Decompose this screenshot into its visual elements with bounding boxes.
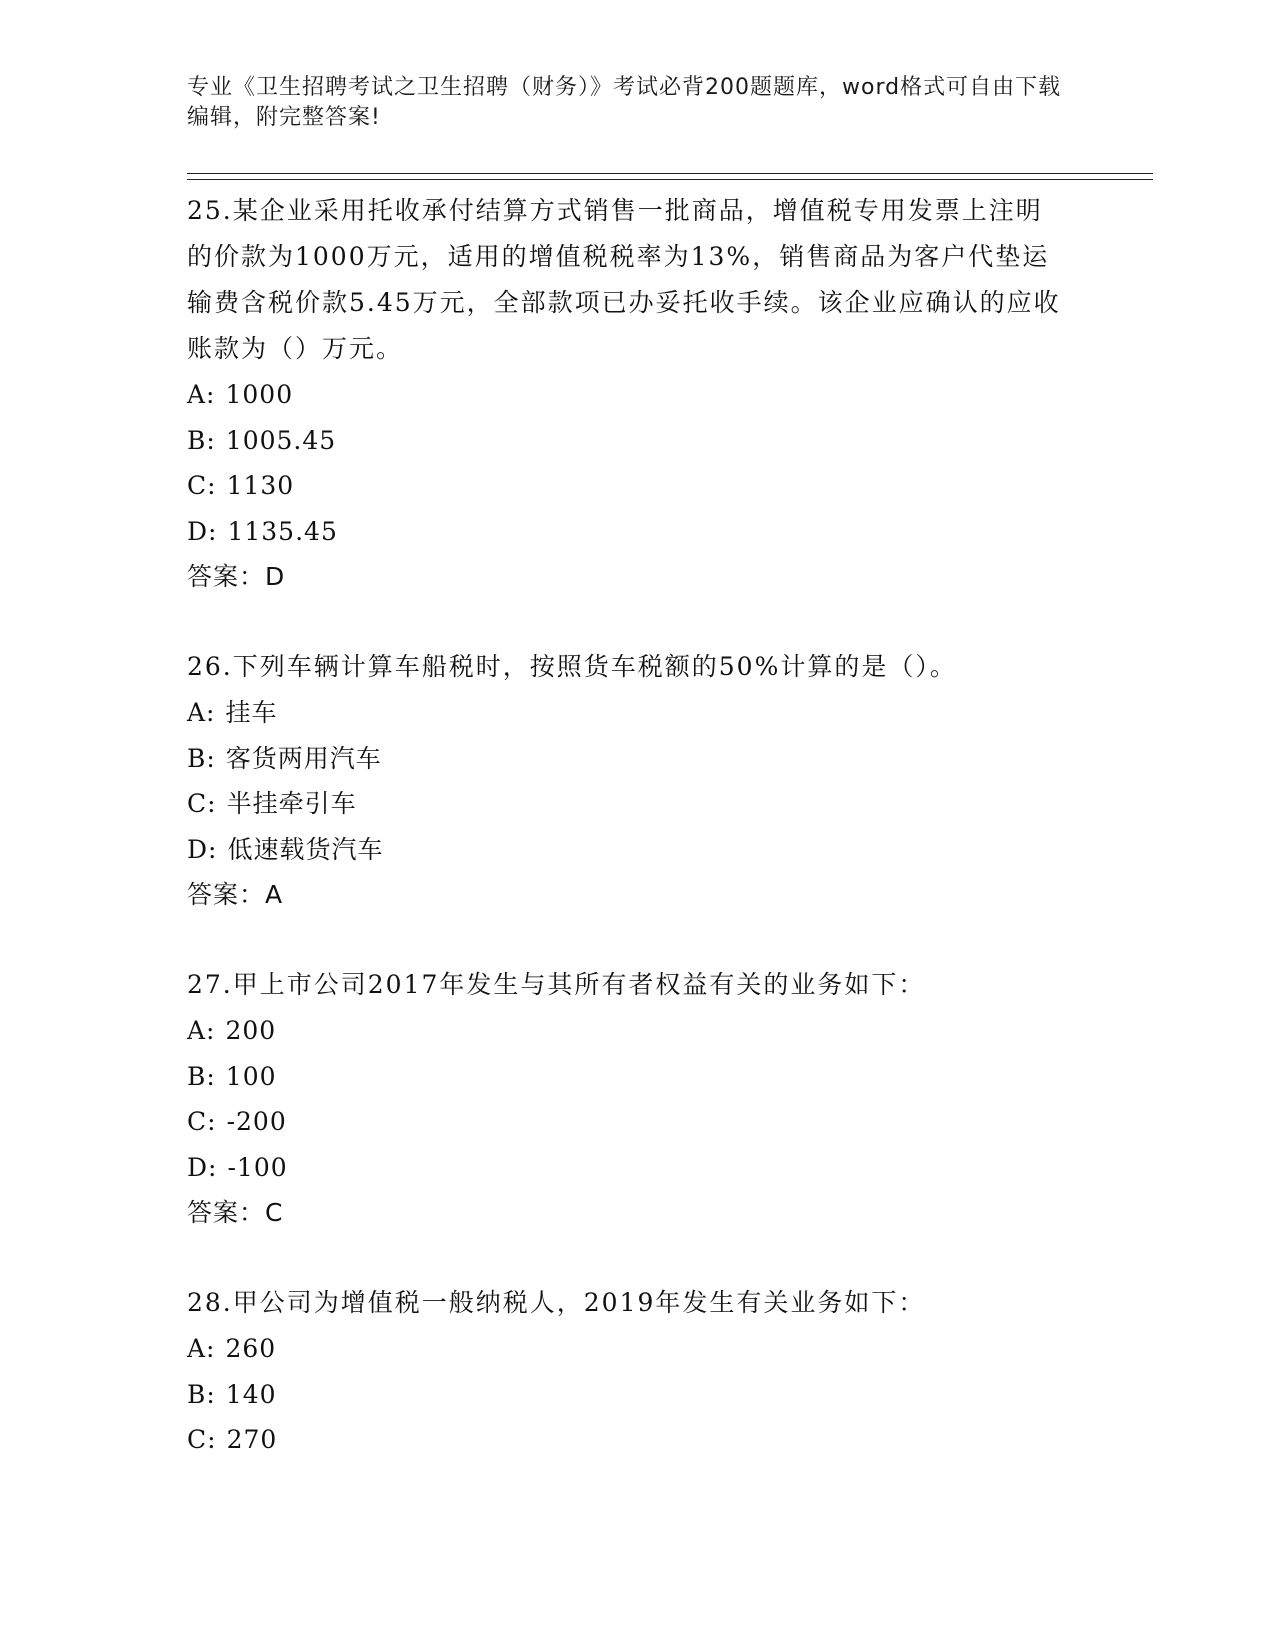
option-text: -200	[226, 1107, 287, 1136]
option-c	[187, 1099, 1087, 1145]
option-text: 1135.45	[227, 516, 338, 546]
option-d	[187, 827, 1087, 873]
option-key: D:	[187, 834, 218, 864]
option-key: C:	[187, 1107, 217, 1136]
option-text: 客货两用汽车	[225, 743, 382, 773]
option-text: 低速载货汽车	[227, 834, 384, 864]
option-text: 260	[225, 1334, 277, 1363]
option-text: 1005.45	[225, 425, 337, 455]
option-c	[187, 1417, 1087, 1463]
option-key: A:	[187, 1016, 216, 1045]
answer-line: 答案：A	[187, 880, 284, 909]
question-27	[187, 962, 1087, 1236]
option-text: 挂车	[225, 698, 278, 727]
option-a	[187, 372, 1087, 418]
option-text: 半挂牵引车	[226, 789, 357, 818]
option-key: B:	[187, 1061, 216, 1091]
option-key: B:	[187, 425, 216, 455]
option-text: 1130	[226, 471, 295, 500]
answer-line: 答案：D	[187, 562, 286, 591]
answer-line: 答案：C	[187, 1198, 284, 1227]
option-key: A:	[187, 380, 216, 409]
option-text: 200	[225, 1016, 277, 1045]
option-b	[187, 418, 1087, 464]
header-rule-top	[187, 173, 1153, 174]
question-28	[187, 1280, 1087, 1463]
option-key: B:	[187, 1379, 216, 1409]
option-a	[187, 690, 1087, 736]
option-text: 100	[225, 1061, 277, 1091]
option-text: -100	[227, 1152, 288, 1182]
document-header: 专业《卫生招聘考试之卫生招聘（财务）》考试必背200题题库，word格式可自由下载编辑，附完整答案!	[187, 75, 1062, 130]
option-a	[187, 1326, 1087, 1372]
question-26	[187, 644, 1087, 918]
question-stem: 25.某企业采用托收承付结算方式销售一批商品，增值税专用发票上注明的价款为1000万元，适用的增值税税率为13%，销售商品为客户代垫运输费含税价款5.45万元，全部款项已办妥托收手续。该企业应确认的应收账款为（）万元。	[187, 196, 1061, 363]
option-key: C:	[187, 471, 217, 500]
option-key: D:	[187, 516, 218, 546]
option-c	[187, 781, 1087, 827]
option-key: C:	[187, 1425, 217, 1454]
option-b	[187, 736, 1087, 782]
question-stem: 26.下列车辆计算车船税时，按照货车税额的50%计算的是（）。	[187, 652, 957, 681]
question-stem: 28.甲公司为增值税一般纳税人，2019年发生有关业务如下：	[187, 1288, 926, 1317]
option-text: 270	[226, 1425, 278, 1454]
option-key: A:	[187, 1334, 216, 1363]
question-25	[187, 188, 1087, 600]
option-key: B:	[187, 743, 216, 773]
option-d	[187, 509, 1087, 555]
option-text: 140	[225, 1379, 277, 1409]
option-d	[187, 1145, 1087, 1191]
option-b	[187, 1372, 1087, 1418]
option-key: A:	[187, 698, 216, 727]
option-key: C:	[187, 789, 217, 818]
option-key: D:	[187, 1152, 218, 1182]
question-stem: 27.甲上市公司2017年发生与其所有者权益有关的业务如下：	[187, 970, 926, 999]
option-a	[187, 1008, 1087, 1054]
option-c	[187, 463, 1087, 509]
header-rule-bottom	[187, 179, 1153, 180]
option-b	[187, 1054, 1087, 1100]
option-text: 1000	[225, 380, 294, 409]
question-list	[187, 188, 1087, 1507]
